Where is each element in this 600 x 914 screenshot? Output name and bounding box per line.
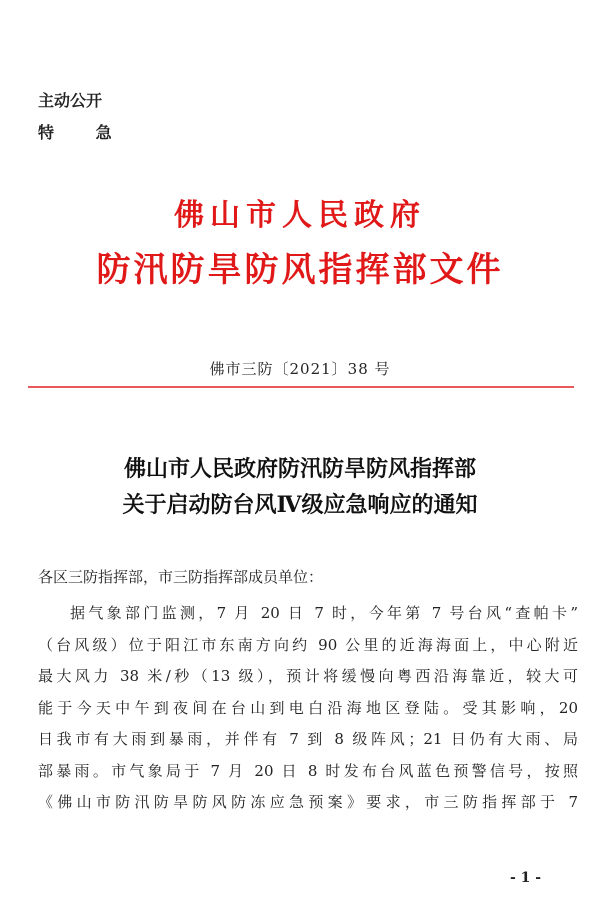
body-line: （台风级）位于阳江市东南方向约 90 公里的近海海面上，中心附近 <box>38 635 578 654</box>
body-line: 据气象部门监测，7 月 20 日 7 时，今年第 7 号台风“查帕卡” <box>70 604 578 622</box>
masthead-document-name: 防汛防旱防风指挥部文件 <box>96 250 504 290</box>
addressee: 各区三防指挥部，市三防指挥部成员单位： <box>38 568 324 586</box>
masthead-organization: 佛山市人民政府 <box>174 198 426 233</box>
body-line: 日我市有大雨到暴雨，并伴有 7 到 8 级阵风；21 日仍有大雨、局 <box>38 730 578 748</box>
body-line: 《佛山市防汛防旱防风防冻应急预案》要求，市三防指挥部于 7 <box>38 793 578 811</box>
page-number: - 1 - <box>510 870 542 886</box>
document-title-line-2: 关于启动防台风Ⅳ级应急响应的通知 <box>122 492 478 518</box>
red-divider <box>28 386 574 388</box>
document-title-line-1: 佛山市人民政府防汛防旱防风指挥部 <box>123 456 476 482</box>
urgency-label: 特 急 <box>38 123 130 142</box>
document-body <box>38 598 578 819</box>
body-line: 能于今天中午到夜间在台山到电白沿海地区登陆。受其影响，20 <box>38 698 578 717</box>
disclosure-label: 主动公开 <box>38 91 103 110</box>
body-line: 部暴雨。市气象局于 7 月 20 日 8 时发布台风蓝色预警信号，按照 <box>38 761 578 780</box>
document-number: 佛市三防〔2021〕38 号 <box>209 360 391 378</box>
body-line: 最大风力 38 米/秒（13 级），预计将缓慢向粤西沿海靠近，较大可 <box>38 667 578 685</box>
